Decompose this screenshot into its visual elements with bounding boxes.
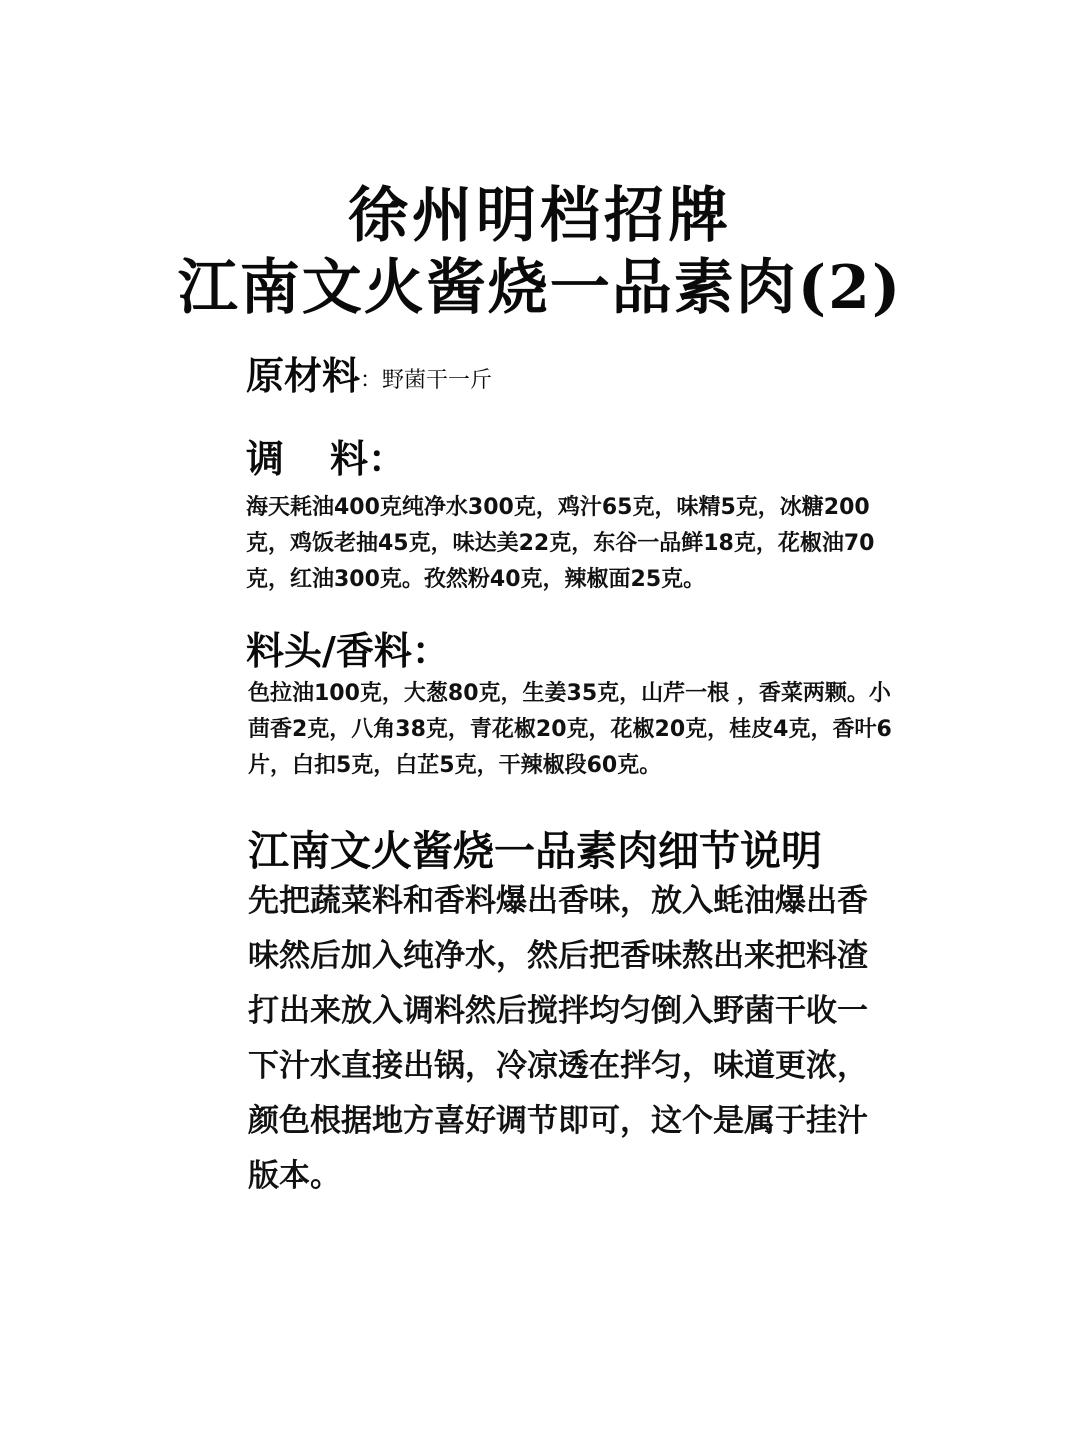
- details-heading: 江南文火酱烧一品素肉细节说明: [248, 827, 822, 875]
- raw-materials-heading: 原材料: [246, 354, 361, 398]
- seasoning-text: 海天耗油400克纯净水300克，鸡汁65克，味精5克，冰糖200克，鸡饭老抽45克，味达美22克，东谷一品鲜18克，花椒油70克，红油300克。孜然粉40克，辣椒面25克。: [246, 495, 875, 592]
- details-text: 先把蔬菜料和香料爆出香味，放入蚝油爆出香味然后加入纯净水，然后把香味熬出来把料渣打出来放入调料然后搅拌均匀倒入野菌干收一下汁水直接出锅，冷凉透在拌匀，味道更浓，颜色根据地方喜好调节即可，这个是属于挂汁版本。: [248, 883, 868, 1194]
- raw-materials-separator: ：: [360, 368, 383, 393]
- aromatics-heading-separator: ：: [411, 629, 450, 673]
- seasoning-heading-part-1: 调: [246, 437, 285, 481]
- seasoning-heading: [246, 428, 406, 483]
- raw-materials-text: 野菌干一斤: [382, 368, 493, 393]
- page-title-line-2: 江南文火酱烧一品素肉(2): [177, 253, 903, 323]
- raw-materials-section: [246, 345, 492, 400]
- seasoning-heading-separator: ：: [368, 437, 407, 481]
- page-title-line-1: 徐州明档招牌: [348, 181, 732, 251]
- aromatics-text: 色拉油100克，大葱80克，生姜35克，山芹一根 ，香菜两颗。小茴香2克，八角38克，青花椒20克，花椒20克，桂皮4克，香叶6片，白扣5克，白芷5克，干辣椒段60克。: [248, 681, 892, 778]
- aromatics-heading-row: [246, 620, 450, 675]
- aromatics-heading: 料头/香料: [246, 629, 412, 673]
- seasoning-heading-part-2: 料: [330, 437, 369, 481]
